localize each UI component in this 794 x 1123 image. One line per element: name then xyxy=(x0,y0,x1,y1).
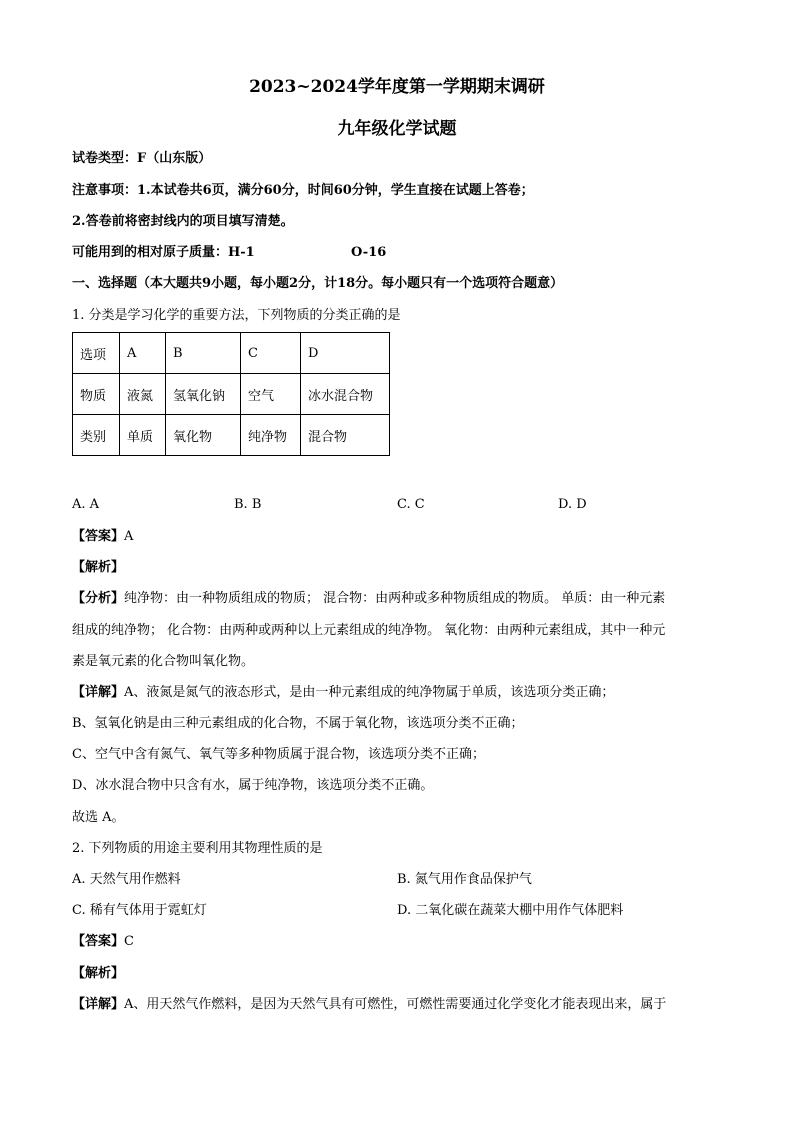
table-cell: 物质 xyxy=(73,374,120,415)
table-cell: 类别 xyxy=(73,415,120,456)
xiangjie-text: A、液氮是氮气的液态形式，是由一种元素组成的纯净物属于单质，该选项分类正确； xyxy=(124,685,615,700)
xiangjie-text: A、用天然气作燃料，是因为天然气具有可燃性，可燃性需要通过化学变化才能表现出来，属于 xyxy=(124,997,667,1012)
table-cell: 空气 xyxy=(241,374,301,415)
q2-stem: 2. 下列物质的用途主要利用其物理性质的是 xyxy=(72,841,323,856)
q1-option-d: D. D xyxy=(558,497,587,512)
q2-answer xyxy=(72,933,134,951)
q1-classification-table xyxy=(72,332,390,456)
atomic-mass-o: O-16 xyxy=(351,245,387,260)
table-cell: 液氮 xyxy=(120,374,166,415)
q1-conclusion: 故选 A。 xyxy=(72,810,125,825)
q2-option-d: D. 二氧化碳在蔬菜大棚中用作气体肥料 xyxy=(397,903,624,918)
q1-option-b: B. B xyxy=(234,497,262,512)
table-cell: C xyxy=(241,333,301,374)
table-row xyxy=(73,333,390,374)
q1-analysis-label: 【解析】 xyxy=(72,560,125,575)
fenxi-label: 【分析】 xyxy=(72,591,125,606)
answer-value: C xyxy=(124,934,134,949)
table-cell: A xyxy=(120,333,166,374)
table-cell: 纯净物 xyxy=(241,415,301,456)
table-cell: 冰水混合物 xyxy=(301,374,390,415)
q1-fenxi-line-1 xyxy=(72,590,665,608)
notice-line-1: 注意事项：1.本试卷共6页，满分60分，时间60分钟，学生直接在试题上答卷； xyxy=(72,183,534,198)
exam-title: 2023~2024学年度第一学期期末调研 xyxy=(249,77,545,97)
answer-label: 【答案】 xyxy=(72,529,125,544)
answer-value: A xyxy=(124,529,134,544)
q2-option-b: B. 氮气用作食品保护气 xyxy=(397,872,532,887)
exam-subtitle: 九年级化学试题 xyxy=(337,119,457,139)
table-cell: 氢氧化钠 xyxy=(166,374,241,415)
q1-xiangjie-line-1 xyxy=(72,684,614,702)
q1-xiangjie-line-2: B、氢氧化钠是由三种元素组成的化合物，不属于氧化物，该选项分类不正确； xyxy=(72,716,524,731)
atomic-mass-label: 可能用到的相对原子质量：H-1 xyxy=(72,245,255,260)
table-cell: 混合物 xyxy=(301,415,390,456)
fenxi-text: 纯净物：由一种物质组成的物质； 混合物：由两种或多种物质组成的物质。 单质：由一种元素 xyxy=(124,591,666,606)
table-cell: 单质 xyxy=(120,415,166,456)
q1-fenxi-line-3: 素是氧元素的化合物叫氧化物。 xyxy=(72,654,255,669)
table-cell: 氧化物 xyxy=(166,415,241,456)
table-cell: D xyxy=(301,333,390,374)
q1-option-c: C. C xyxy=(397,497,425,512)
q2-xiangjie-line-1 xyxy=(72,996,666,1014)
q1-option-a: A. A xyxy=(72,497,100,512)
table-cell: B xyxy=(166,333,241,374)
q1-fenxi-line-2: 组成的纯净物； 化合物：由两种或两种以上元素组成的纯净物。 氧化物：由两种元素组成，其中一种元 xyxy=(72,623,666,638)
notice-line-2: 2.答卷前将密封线内的项目填写清楚。 xyxy=(72,214,294,229)
answer-label: 【答案】 xyxy=(72,934,125,949)
q2-option-a: A. 天然气用作燃料 xyxy=(72,872,181,887)
table-row xyxy=(73,374,390,415)
q1-stem: 1. 分类是学习化学的重要方法，下列物质的分类正确的是 xyxy=(72,308,401,323)
q1-xiangjie-line-3: C、空气中含有氮气、氧气等多种物质属于混合物，该选项分类不正确； xyxy=(72,747,485,762)
section-heading: 一、选择题（本大题共9小题，每小题2分，计18分。每小题只有一个选项符合题意） xyxy=(72,276,564,291)
q2-option-c: C. 稀有气体用于霓虹灯 xyxy=(72,903,207,918)
q1-answer xyxy=(72,528,133,546)
xiangjie-label: 【详解】 xyxy=(72,997,125,1012)
xiangjie-label: 【详解】 xyxy=(72,685,125,700)
paper-type: 试卷类型：F（山东版） xyxy=(72,151,212,166)
table-row xyxy=(73,415,390,456)
q1-xiangjie-line-4: D、冰水混合物中只含有水，属于纯净物，该选项分类不正确。 xyxy=(72,778,434,793)
table-cell: 选项 xyxy=(73,333,120,374)
q2-analysis-label: 【解析】 xyxy=(72,966,125,981)
